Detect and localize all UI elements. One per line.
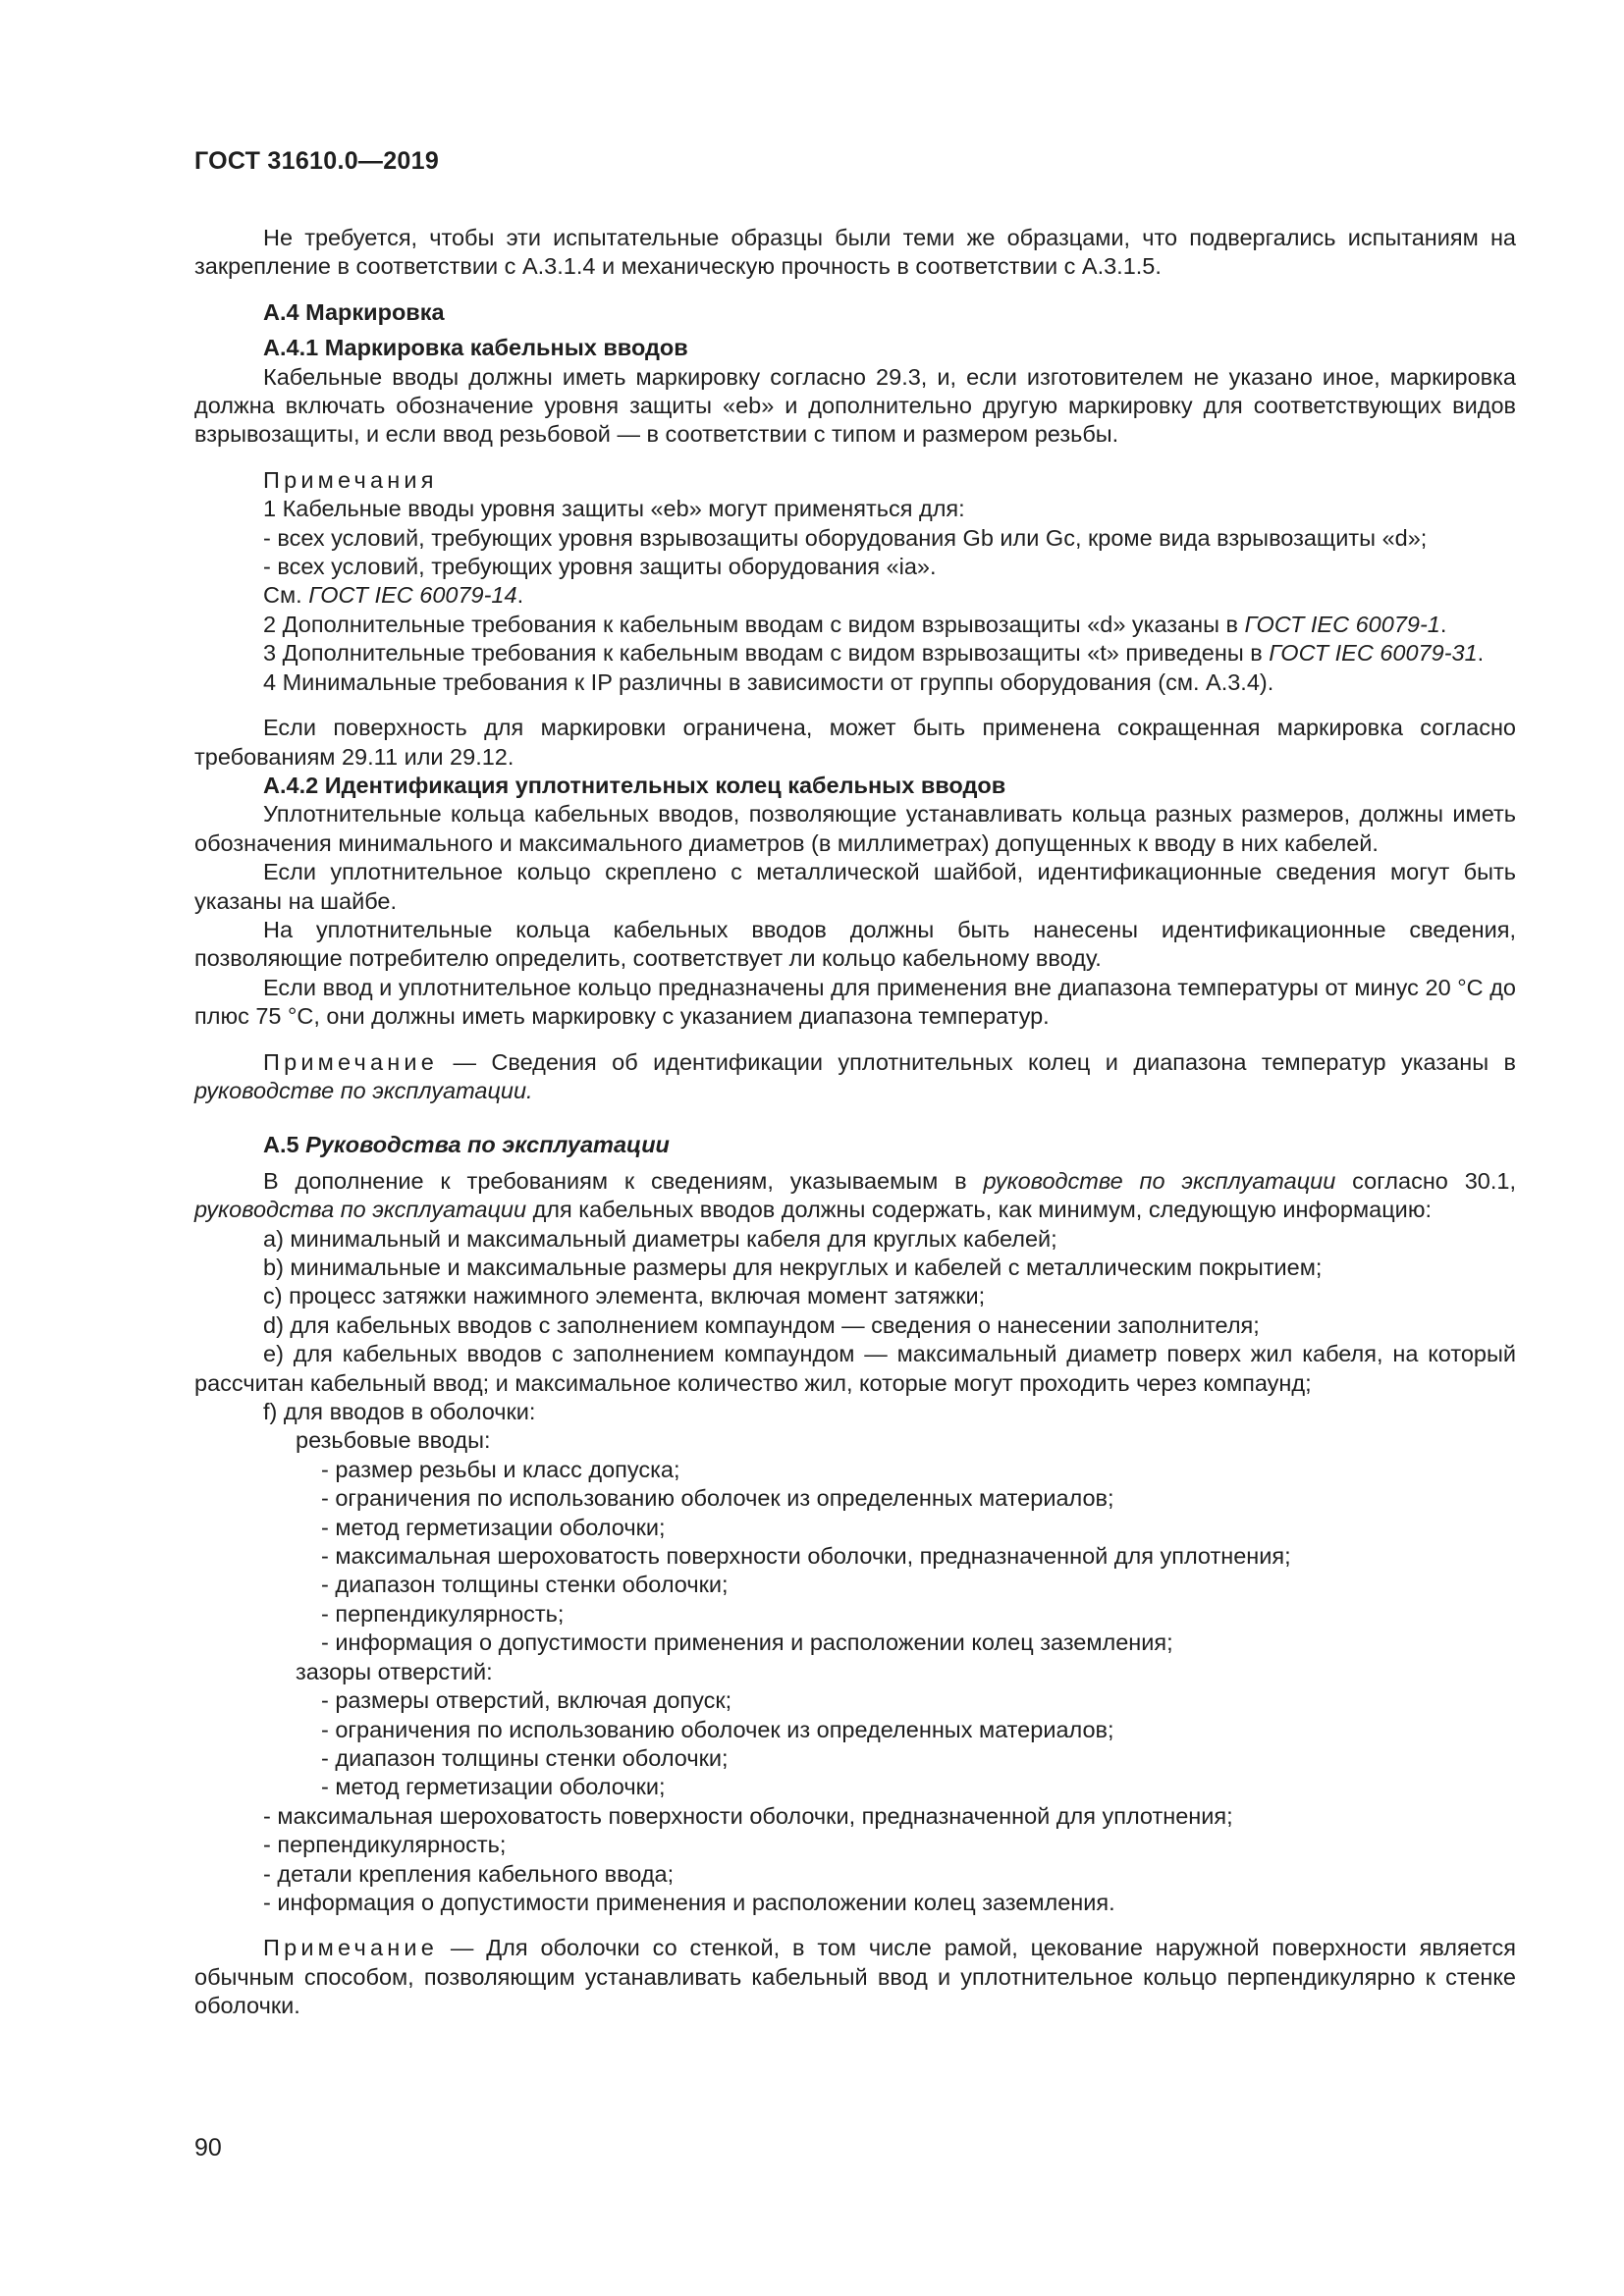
section-a4-heading: А.4 Маркировка (263, 298, 445, 325)
note-reference: руководстве по эксплуатации. (194, 1077, 533, 1103)
note-1-item-a: - всех условий, требующих уровня взрывозащиты оборудования Gb или Gc, кроме вида взрывозащиты «d»; (263, 524, 1428, 551)
hole-item: - диапазон толщины стенки оболочки; (321, 1744, 729, 1771)
a41-paragraph-1: Кабельные вводы должны иметь маркировку согласно 29.3, и, если изготовителем не указано иное, маркировка должна включать обозначение уровня защиты «eb» и дополнительно другую маркировку для соответствующих видов взрывозащиты, и если ввод резьбовой — в соответствии с типом и размером резьбы. (194, 363, 1516, 448)
threaded-item: - метод герметизации оболочки; (321, 1514, 666, 1540)
list-item-f: f) для вводов в оболочки: (263, 1399, 536, 1425)
hole-clearances-label: зазоры отверстий: (296, 1658, 493, 1684)
section-a42-heading: А.4.2 Идентификация уплотнительных колец кабельных вводов (263, 772, 1006, 798)
a41-paragraph-2: Если поверхность для маркировки ограничена, может быть применена сокращенная маркировка согласно требованиям 29.11 или 29.12. (194, 715, 1516, 770)
note-3: 3 Дополнительные требования к кабельным вводам с видом взрывозащиты «t» приведены в ГОСТ IEC 60079-31. (263, 640, 1485, 667)
list-item-c: с) процесс затяжки нажимного элемента, включая момент затяжки; (263, 1283, 986, 1309)
general-item: - максимальная шероховатость поверхности оболочки, предназначенной для уплотнения; (263, 1802, 1233, 1829)
hole-item: - метод герметизации оболочки; (321, 1774, 666, 1800)
a5-intro-paragraph: В дополнение к требованиям к сведениям, указываемым в руководстве по эксплуатации согласно 30.1, руководства по эксплуатации для кабельных вводов должны содержать, как минимум, следующую информацию: (194, 1167, 1517, 1223)
threaded-item: - перпендикулярность; (321, 1600, 565, 1627)
document-id-header: ГОСТ 31610.0—2019 (194, 147, 440, 175)
a42-paragraph-4: Если ввод и уплотнительное кольцо предназначены для применения вне диапазона температуры от минус 20 °С до плюс 75 °С, они должны иметь маркировку с указанием диапазона температур. (194, 974, 1516, 1030)
threaded-item: - информация о допустимости применения и расположении колец заземления; (321, 1629, 1173, 1656)
note-2: 2 Дополнительные требования к кабельным вводам с видом взрывозащиты «d» указаны в ГОСТ IEC 60079-1. (263, 611, 1447, 637)
note-2-reference: ГОСТ IEC 60079-1 (1244, 611, 1440, 637)
note-1-item-b: - всех условий, требующих уровня защиты оборудования «ia». (263, 554, 937, 580)
note-label: Примечание (263, 1048, 439, 1075)
note-1: 1 Кабельные вводы уровня защиты «eb» могут применяться для: (263, 496, 965, 522)
general-item: - перпендикулярность; (263, 1832, 507, 1858)
hole-item: - ограничения по использованию оболочек из определенных материалов; (321, 1716, 1114, 1742)
a42-paragraph-2: Если уплотнительное кольцо скреплено с металлической шайбой, идентификационные сведения могут быть указаны на шайбе. (194, 859, 1516, 914)
list-item-e: е) для кабельных вводов с заполнением компаундом — максимальный диаметр поверх жил кабеля, на который рассчитан кабельный ввод; и максимальное количество жил, которые могут проходить через компаунд; (194, 1341, 1516, 1396)
hole-item: - размеры отверстий, включая допуск; (321, 1687, 732, 1714)
list-item-b: b) минимальные и максимальные размеры для некруглых и кабелей с металлическим покрытием; (263, 1255, 1323, 1280)
notes-label: Примечания (263, 466, 438, 493)
threaded-item: - размер резьбы и класс допуска; (321, 1456, 680, 1482)
a42-paragraph-3: На уплотнительные кольца кабельных вводов должны быть нанесены идентификационные сведения, позволяющие потребителю определить, соответствует ли кольцо кабельному вводу. (194, 916, 1516, 972)
note-3-reference: ГОСТ IEC 60079-31 (1269, 640, 1478, 667)
threaded-entries-label: резьбовые вводы: (296, 1427, 491, 1454)
a5-note: Примечание — Для оболочки со стенкой, в том числе рамой, цекование наружной поверхности является обычным способом, позволяющим устанавливать кабельный ввод и уплотнительное кольцо перпендикулярно к стенке оболочки. (194, 1935, 1516, 2019)
note-1-see: См. ГОСТ IEC 60079-14. (263, 582, 524, 609)
note-label: Примечание (263, 1935, 439, 1961)
a42-paragraph-1: Уплотнительные кольца кабельных вводов, позволяющие устанавливать кольца разных размеров, должны иметь обозначения минимального и максимального диаметров (в миллиметрах) допущенных к вводу в них кабелей. (194, 801, 1516, 856)
general-item: - детали крепления кабельного ввода; (263, 1860, 675, 1887)
general-item: - информация о допустимости применения и расположении колец заземления. (263, 1889, 1115, 1915)
section-a5-heading: А.5 Руководства по эксплуатации (263, 1132, 670, 1158)
threaded-item: - диапазон толщины стенки оболочки; (321, 1572, 729, 1598)
note-4: 4 Минимальные требования к IP различны в зависимости от группы оборудования (см. А.3.4). (263, 668, 1274, 695)
section-a5-title: Руководства по эксплуатации (305, 1132, 670, 1158)
section-a41-heading: А.4.1 Маркировка кабельных вводов (263, 335, 688, 361)
threaded-item: - ограничения по использованию оболочек из определенных материалов; (321, 1485, 1114, 1512)
note-1-reference: ГОСТ IEC 60079-14 (308, 582, 517, 609)
list-item-d: d) для кабельных вводов с заполнением компаундом — сведения о нанесении заполнителя; (263, 1311, 1260, 1338)
a42-note: Примечание — Сведения об идентификации уплотнительных колец и диапазона температур указаны в руководстве по эксплуатации. (194, 1048, 1516, 1103)
list-item-a: а) минимальный и максимальный диаметры кабеля для круглых кабелей; (263, 1225, 1057, 1252)
page-number: 90 (194, 2134, 222, 2162)
threaded-item: - максимальная шероховатость поверхности оболочки, предназначенной для уплотнения; (321, 1543, 1291, 1570)
document-body (194, 224, 1516, 2021)
intro-paragraph: Не требуется, чтобы эти испытательные образцы были теми же образцами, что подвергались испытаниям на закрепление в соответствии с А.3.1.4 и механическую прочность в соответствии с А.3.1.5. (194, 225, 1516, 280)
